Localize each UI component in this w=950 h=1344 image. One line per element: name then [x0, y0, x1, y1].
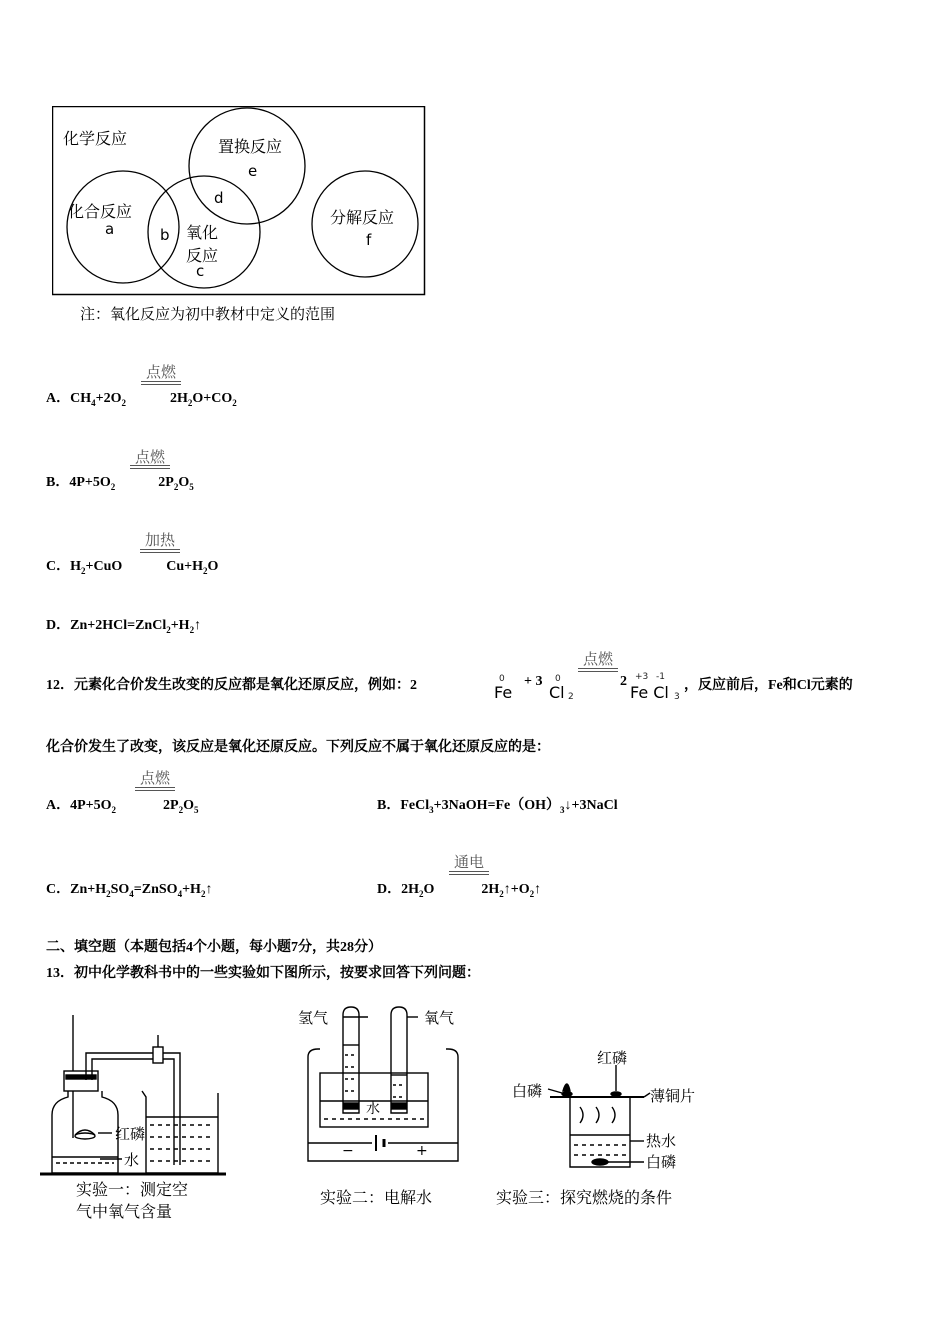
exp3-white-p-flame — [563, 1084, 570, 1091]
venn-box-label: 化学反应 — [63, 129, 128, 148]
q11-option-b: B．$4P+5O_2$ $2P_2O_5$ — [46, 475, 194, 492]
exp2-caption: 实验二：电解水 — [320, 1188, 433, 1207]
venn-oxidation-line2: 反应 — [186, 246, 219, 265]
exp1-jar — [52, 1091, 118, 1173]
q13-stem: 13．初中化学教科书中的一些实验如下图所示，按要求回答下列问题： — [46, 966, 480, 981]
q12-d-condition: 通电 — [453, 853, 484, 871]
exp2-apparatus — [308, 1007, 458, 1161]
exp2-water: 水 — [366, 1101, 380, 1117]
q12-condition: 点燃 — [582, 650, 613, 668]
q11-option-a: A．$CH_4+2O_2$ $2H_2O+CO_2$ — [46, 391, 237, 408]
venn-a: a — [105, 220, 115, 238]
venn-note: 注：氧化反应为初中教材中定义的范围 — [80, 305, 336, 323]
q11-a-arrow — [141, 381, 181, 385]
q12-option-a: A．$4P+5O_2$ $2P_2O_5$ — [46, 798, 199, 815]
exp1-red-p: 红磷 — [115, 1125, 146, 1143]
q11-option-c: C．$H_2+CuO$ $Cu+H_2O$ — [46, 559, 219, 576]
exp2-plus: + — [416, 1143, 428, 1159]
q11-b-condition: 点燃 — [134, 448, 165, 466]
exp3-red-p-label: 红磷 — [597, 1049, 628, 1067]
exp2-trough-rim-left — [308, 1049, 320, 1057]
q11-a-condition: 点燃 — [145, 363, 176, 381]
q11-option-d-label: D．Zn+2HCl=ZnCl — [46, 618, 167, 633]
q12-option-d: D．$2H_2O$ $2H_2↑+O_2↑$ — [377, 882, 542, 899]
exp1-caption-1: 实验一：测定空 — [76, 1180, 189, 1199]
exp3-beaker — [570, 1097, 630, 1167]
exp3-copper-label: 薄铜片 — [650, 1087, 696, 1105]
q12-cl-charge: 0 — [555, 674, 561, 684]
exp1-clamp — [153, 1047, 163, 1063]
exp2-minus: − — [342, 1143, 354, 1159]
q11-c-condition: 加热 — [144, 531, 175, 549]
venn-displacement-label: 置换反应 — [218, 137, 283, 156]
exp2-electrode-left — [344, 1103, 358, 1109]
section2-title: 二、填空题（本题包括4个小题，每小题7分，共28分） — [46, 940, 382, 955]
q12-arrow — [578, 668, 618, 672]
q12-option-c: C．$Zn+H_2SO_4=ZnSO_4+H_2↑$ — [46, 882, 213, 899]
exp3-white-p-top — [562, 1092, 572, 1096]
exp1-water: 水 — [124, 1151, 140, 1169]
q12-fecl-sub: 3 — [674, 692, 680, 702]
q11-b-arrow — [130, 465, 170, 469]
exp3-whitep-pointer — [548, 1089, 562, 1093]
q12-coef2: 2 — [620, 674, 627, 689]
q12-a-arrow — [135, 787, 175, 791]
exp3-steam — [580, 1107, 615, 1123]
q12-option-b: B．$FeCl_3+3NaOH=Fe(OH)_3↓+3NaCl$ — [377, 798, 618, 815]
experiments-svg — [40, 1005, 740, 1225]
exp1-stopper — [64, 1071, 98, 1091]
q12-stem-line2: 化合价发生了改变，该反应是氧化还原反应。下列反应不属于氧化还原反应的是： — [46, 740, 550, 755]
q12-stem-part2: ，反应前后，Fe和Cl元素的 — [684, 678, 853, 693]
q12-cl: Cl — [549, 683, 565, 702]
exp3-white-p-bottom — [592, 1159, 608, 1165]
exp3-apparatus — [548, 1065, 650, 1167]
venn-f: f — [366, 231, 372, 249]
q11-c-arrow — [140, 549, 180, 553]
exp2-o2: 氧气 — [424, 1009, 455, 1027]
exp3-hot-water-label: 热水 — [646, 1132, 677, 1150]
exp1-tube-c — [163, 1053, 180, 1165]
q12-a-condition: 点燃 — [139, 769, 170, 787]
exp2-trough-rim-right — [446, 1049, 458, 1057]
q12-fe: Fe — [494, 683, 513, 702]
venn-c: c — [196, 262, 205, 280]
q12-fecl: Fe Cl — [630, 683, 669, 702]
experiment-figures — [40, 1005, 740, 1225]
exp1-spoon — [75, 1133, 95, 1139]
q12-stem-part1: 12．元素化合价发生改变的反应都是氧化还原反应，例如：2 — [46, 678, 417, 693]
q12-d-arrow — [449, 871, 489, 875]
q11-option-b-label: B．4P+5O — [46, 475, 111, 490]
exp3-white-p2-label: 白磷 — [646, 1153, 677, 1171]
venn-d: d — [214, 189, 224, 207]
q12-fe3-charge: +3 — [635, 672, 649, 682]
exp2-h2: 氢气 — [298, 1009, 329, 1027]
exp3-red-p — [611, 1092, 621, 1096]
exp1-tube-b — [92, 1059, 153, 1080]
exp3-caption: 实验三：探究燃烧的条件 — [496, 1188, 673, 1207]
exp2-electrode-right — [392, 1103, 406, 1109]
exp2-tube-h2 — [343, 1007, 359, 1113]
q11-option-a-label: A．CH — [46, 391, 92, 406]
venn-combination-label: 化合反应 — [68, 202, 133, 221]
venn-b: b — [160, 226, 170, 244]
venn-decomposition-label: 分解反应 — [330, 208, 395, 227]
exp3-white-p-label: 白磷 — [512, 1082, 543, 1100]
q11-option-d: D．$Zn+2HCl=ZnCl_2+H_2↑$ — [46, 618, 202, 635]
q12-cl1-charge: -1 — [656, 672, 665, 682]
q12-cl-sub: 2 — [568, 692, 574, 702]
q11-option-c-label: C．H — [46, 559, 81, 574]
venn-e: e — [248, 162, 258, 180]
venn-oxidation-line1: 氧化 — [186, 223, 219, 242]
exp1-caption-2: 气中氧气含量 — [76, 1202, 173, 1221]
circle-displacement — [189, 108, 305, 224]
q12-plus3: + 3 — [524, 674, 543, 689]
q12-fe-charge: 0 — [499, 674, 505, 684]
